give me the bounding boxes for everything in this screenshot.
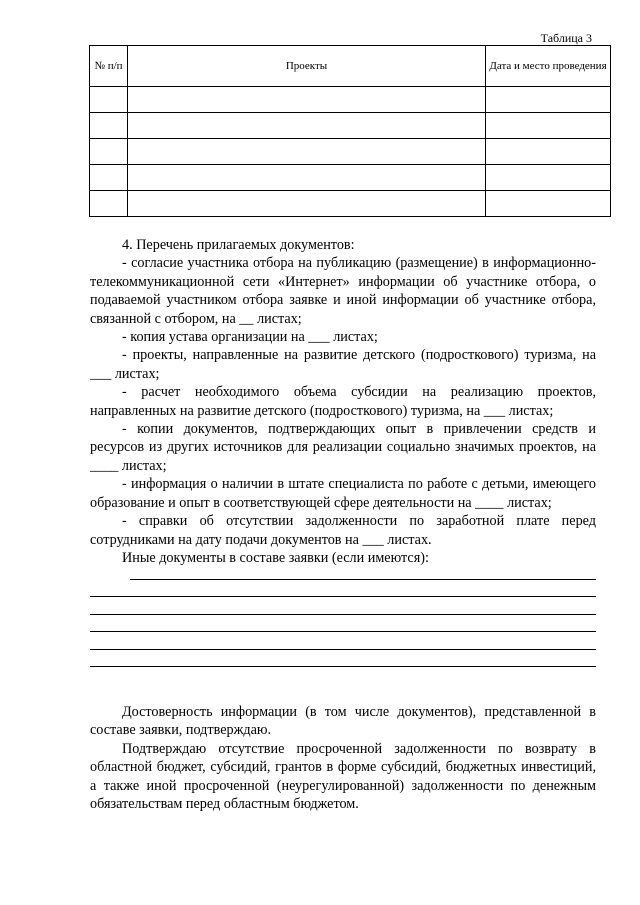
table-cell[interactable] <box>128 165 486 191</box>
blank-line[interactable] <box>90 615 596 633</box>
other-documents-label: Иные документы в составе заявки (если имеются): <box>122 549 429 566</box>
table-caption: Таблица 3 <box>540 31 592 45</box>
other-documents-blank-lines <box>90 562 596 667</box>
blank-line[interactable] <box>90 597 596 615</box>
table-cell[interactable] <box>486 191 611 217</box>
table-cell[interactable] <box>128 191 486 217</box>
table-header-row <box>90 46 611 87</box>
no-debt-statement: Подтверждаю отсутствие просроченной задолженности по возврату в областной бюджет, субсидий, грантов в форме субсидий, бюджетных инвестиций, а также иной просроченной (неурегулированной) задолженности по денежным обязательствам перед областным бюджетом. <box>90 740 596 813</box>
header-number: № п/п <box>90 46 128 87</box>
table-cell[interactable] <box>128 113 486 139</box>
table-row <box>90 87 611 113</box>
document-list-item: - копия устава организации на ___ листах; <box>122 329 378 346</box>
table-cell[interactable] <box>90 113 128 139</box>
document-list-item: - согласие участника отбора на публикацию (размещение) в информационно-телекоммуникационной сети «Интернет» информации об участнике отбора, о подаваемой участником отбора заявке и иной информации об участнике отбора, связанной с отбором, на __ листах; <box>90 255 596 327</box>
header-projects: Проекты <box>128 46 486 87</box>
table-cell[interactable] <box>90 165 128 191</box>
projects-table <box>89 45 611 217</box>
table-cell[interactable] <box>128 87 486 113</box>
closing-statements <box>90 703 596 813</box>
section-heading: 4. Перечень прилагаемых документов: <box>122 237 355 253</box>
table-row <box>90 139 611 165</box>
document-list-item: - проекты, направленные на развитие детского (подросткового) туризма, на ___ листах; <box>90 347 596 382</box>
document-list-item: - справки об отсутствии задолженности по заработной плате перед сотрудниками на дату подачи документов на ___ листах. <box>90 513 596 548</box>
blank-line[interactable] <box>130 562 596 580</box>
blank-line[interactable] <box>90 580 596 598</box>
table-cell[interactable] <box>128 139 486 165</box>
table-cell[interactable] <box>486 87 611 113</box>
blank-line[interactable] <box>90 650 596 668</box>
table-cell[interactable] <box>90 87 128 113</box>
header-date-place: Дата и место проведения <box>486 46 611 87</box>
document-list-item: - расчет необходимого объема субсидии на реализацию проектов, направленных на развитие детского (подросткового) туризма, на ___ листах; <box>90 384 596 419</box>
section-4 <box>90 236 596 567</box>
table-row <box>90 165 611 191</box>
table-row <box>90 113 611 139</box>
blank-line[interactable] <box>90 632 596 650</box>
table-cell[interactable] <box>90 139 128 165</box>
table-cell[interactable] <box>90 191 128 217</box>
document-list-item: - информация о наличии в штате специалиста по работе с детьми, имеющего образование и опыт в соответствующей сфере деятельности на ____ листах; <box>90 476 596 511</box>
table-cell[interactable] <box>486 113 611 139</box>
table-row <box>90 191 611 217</box>
document-list-item: - копии документов, подтверждающих опыт в привлечении средств и ресурсов из других источников для реализации социально значимых проектов, на ____ листах; <box>90 421 596 474</box>
reliability-statement: Достоверность информации (в том числе документов), представленной в составе заявки, подтверждаю. <box>90 704 596 739</box>
table-cell[interactable] <box>486 165 611 191</box>
table-cell[interactable] <box>486 139 611 165</box>
